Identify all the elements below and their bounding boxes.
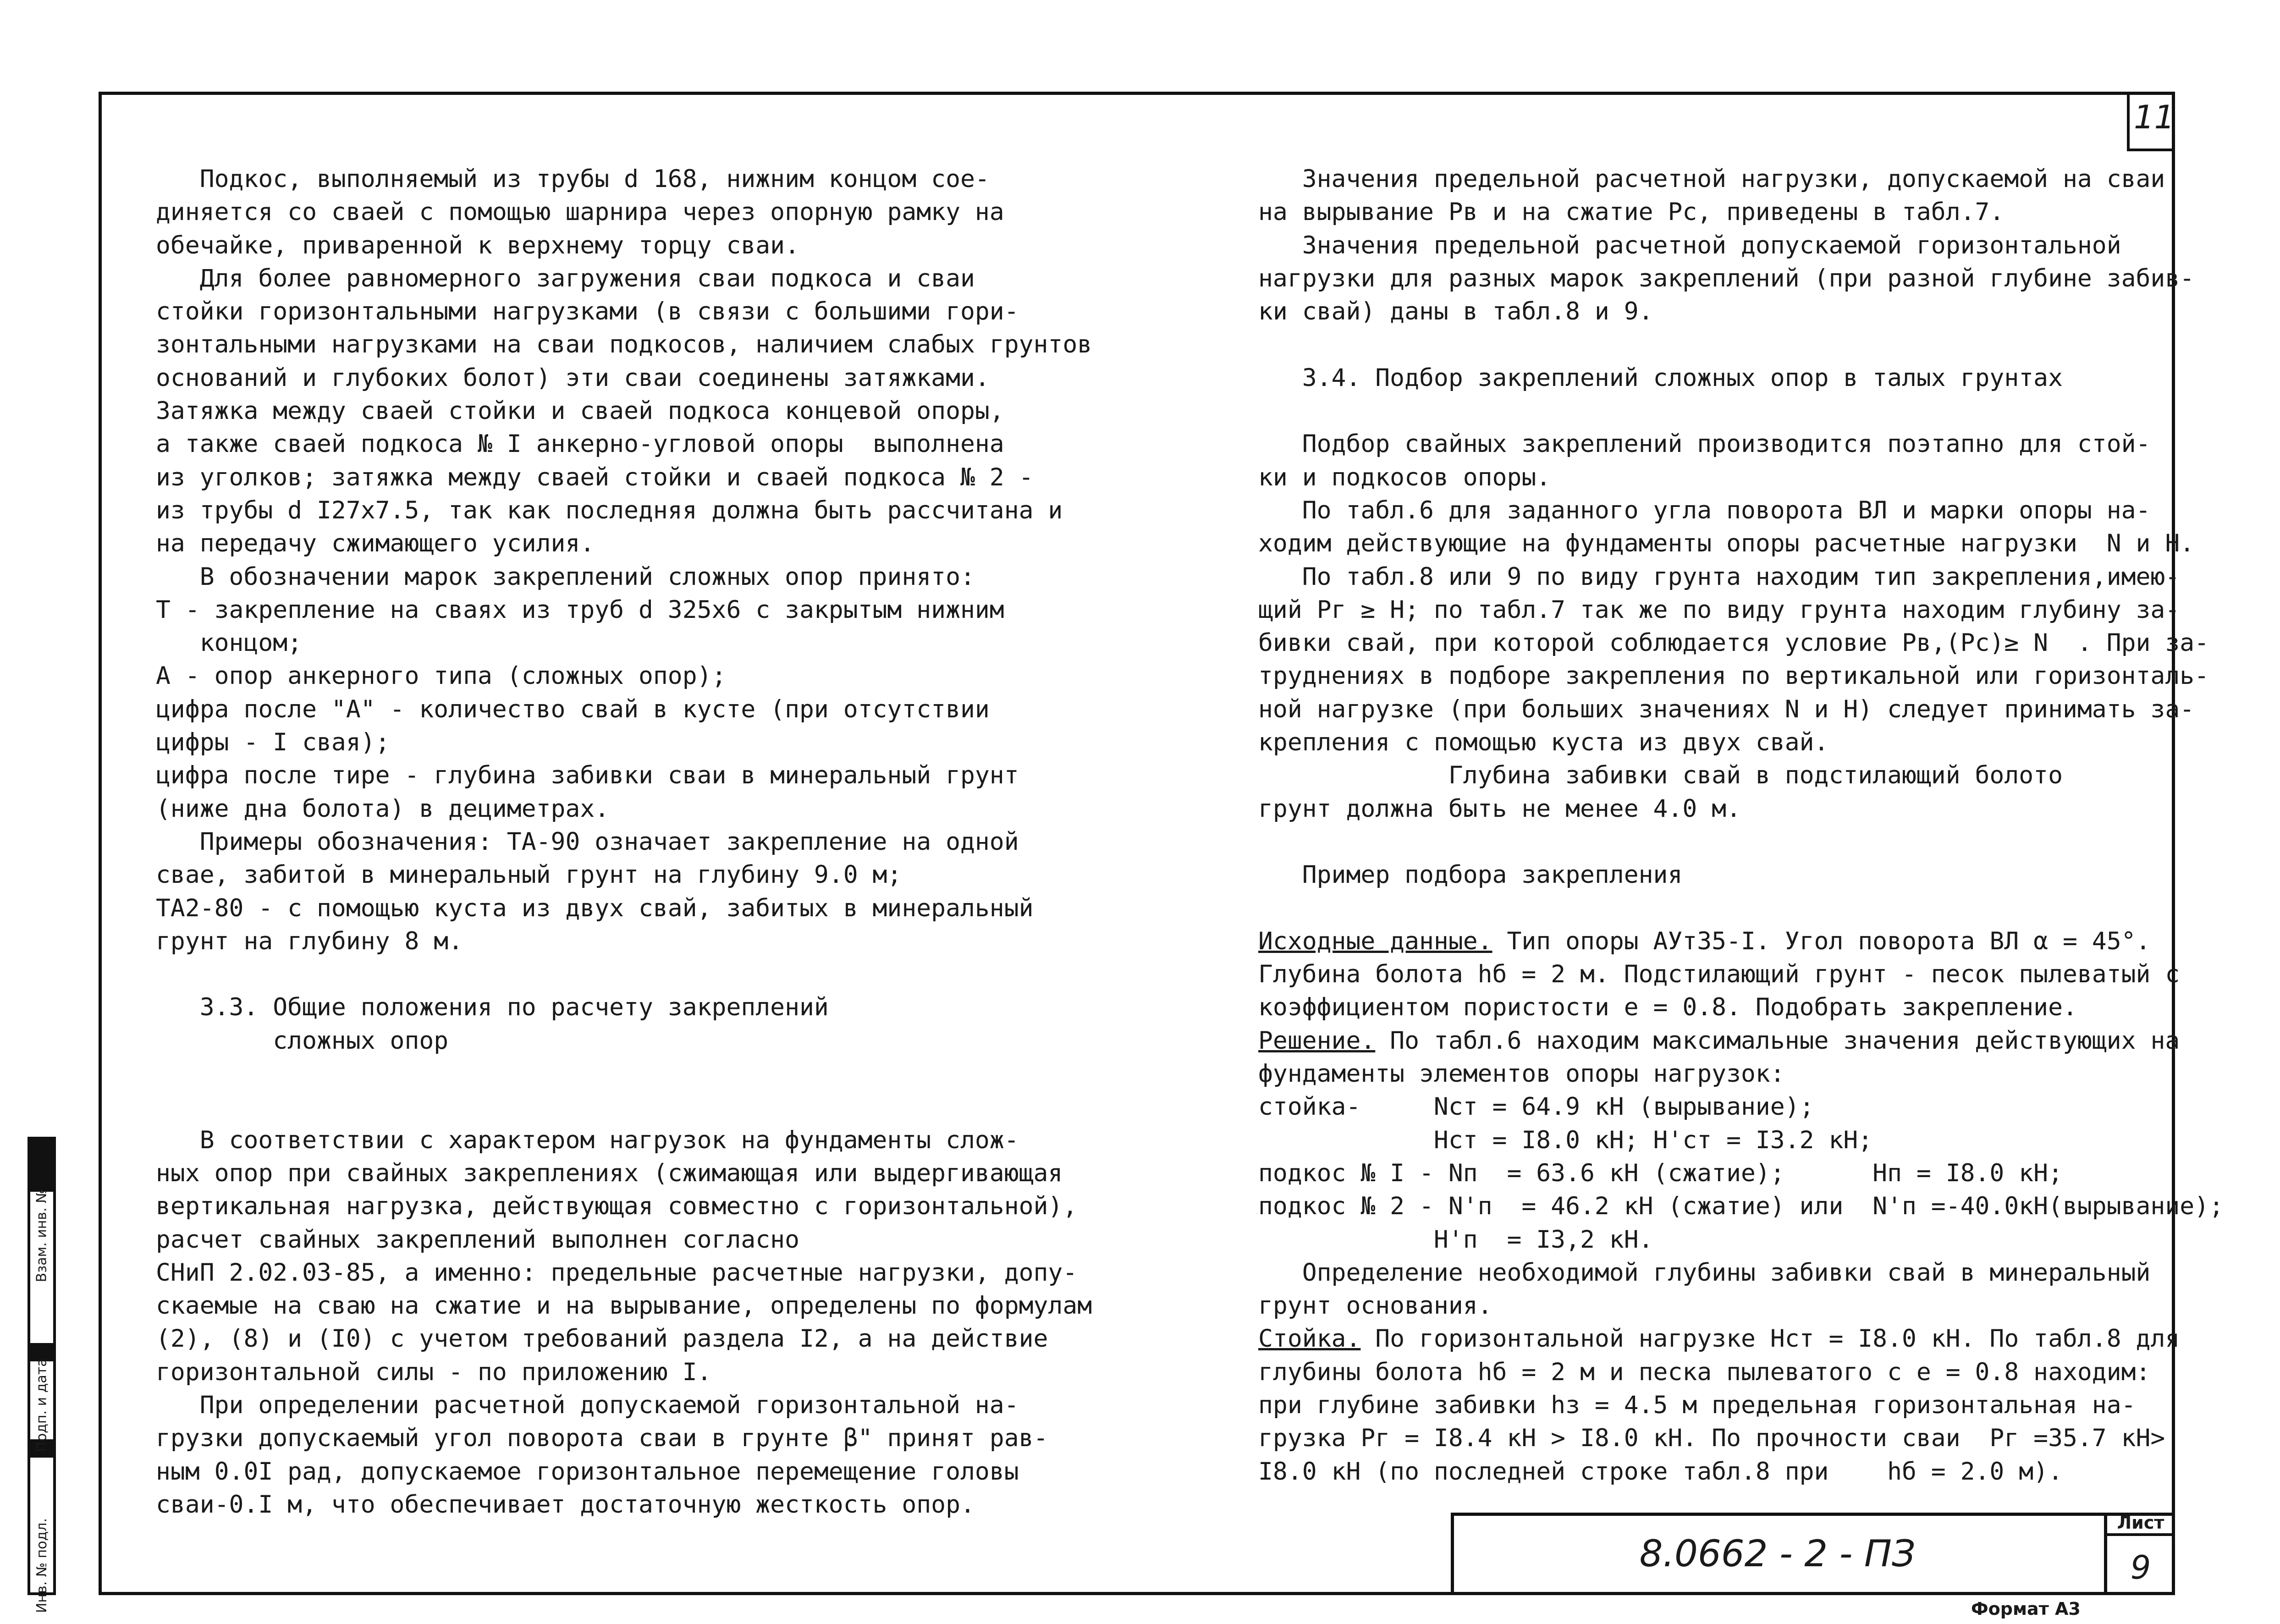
right-line [1258,328,2152,361]
left-line: СНиП 2.02.03-85, а именно: предельные расчетные нагрузки, допу- [156,1258,1078,1287]
right-line: Подбор свайных закреплений производится поэтапно для стой- [1258,430,2151,458]
right-line: грунт должна быть не менее 4.0 м. [1258,794,1741,823]
left-line: грузки допускаемый угол поворота сваи в грунте β" принят рав- [156,1424,1048,1453]
right-line: глубины болота hб = 2 м и песка пылеватого с е = 0.8 находим: [1258,1358,2151,1386]
left-line: Для более равномерного загружения сваи подкоса и сваи [156,264,975,292]
format-label: Формат А3 [1971,1599,2081,1619]
left-line: Примеры обозначения: ТА-90 означает закрепление на одной [156,827,1019,856]
left-line: цифра после тире - глубина забивки сваи в минеральный грунт [156,761,1019,790]
stamp-label-inv: Инв. № подл. [33,1518,50,1613]
left-line: (2), (8) и (I0) с учетом требований раздела I2, а на действие [156,1325,1048,1353]
left-line: концом; [156,629,303,657]
right-line: ходим действующие на фундаменты опоры расчетные нагрузки N и Н. [1258,529,2195,558]
left-line: скаемые на сваю на сжатие и на вырывание, определены по формулам [156,1292,1092,1320]
left-line: сваи-0.I м, что обеспечивает достаточную жесткость опор. [156,1490,975,1519]
left-line: обечайке, приваренной к верхнему торцу сваи. [156,231,799,259]
left-line: ным 0.0I рад, допускаемое горизонтальное перемещение головы [156,1457,1019,1486]
right-line: бивки свай, при которой соблюдается условие Рв,(Рс)≥ N . При за- [1258,629,2209,657]
title-block-sheet-divider [2104,1533,2175,1536]
stamp-label-replace: Взам. инв. № [33,1189,50,1282]
right-line: По табл.8 или 9 по виду грунта находим тип закрепления,имею- [1258,562,2180,591]
left-line: В соответствии с характером нагрузок на фундаменты слож- [156,1126,1019,1154]
left-line: 3.3. Общие положения по расчету закреплений [156,993,829,1022]
right-line: крепления с помощью куста из двух свай. [1258,728,1829,757]
left-line [156,1057,1050,1090]
right-line: Глубина забивки свай в подстилающий болото [1258,761,2063,790]
left-line: на передачу сжимающего усилия. [156,529,595,558]
left-line: свае, забитой в минеральный грунт на глубину 9.0 м; [156,861,902,889]
right-line [1258,892,2152,925]
right-line: Пример подбора закрепления [1258,861,1683,889]
left-line: диняется со сваей с помощью шарнира через опорную рамку на [156,198,1004,226]
right-column-text [1258,163,2224,1488]
right-line: фундаменты элементов опоры нагрузок: [1258,1060,1785,1088]
right-line: Глубина болота hб = 2 м. Подстилающий грунт - песок пылеватый с [1258,960,2180,989]
right-line: труднениях в подборе закрепления по вертикальной или горизонталь- [1258,662,2209,690]
right-line: Н'п = I3,2 кН. [1258,1225,1653,1254]
right-line: ки и подкосов опоры. [1258,463,1551,491]
left-line: грунт на глубину 8 м. [156,927,463,955]
right-line: при глубине забивки hз = 4.5 м предельная горизонтальная на- [1258,1391,2136,1419]
right-line: Исходные данные. Тип опоры АУт35-I. Угол поворота ВЛ α = 45°. [1258,927,2151,955]
title-block-separator [2104,1513,2107,1595]
right-line: щий Рг ≥ Н; по табл.7 так же по виду грунта находим глубину за- [1258,595,2180,624]
right-line: Решение. По табл.6 находим максимальные значения действующих на [1258,1026,2180,1055]
left-line: стойки горизонтальными нагрузками (в связи с большими гори- [156,297,1019,326]
right-line [1258,826,2152,859]
right-line: подкос № 2 - N'п = 46.2 кН (сжатие) или N'п =-40.0кН(вырывание); [1258,1192,2224,1221]
left-line: расчет свайных закреплений выполнен согласно [156,1225,799,1254]
left-column-text [156,163,1092,1521]
left-line: оснований и глубоких болот) эти сваи соединены затяжками. [156,363,990,392]
right-line [1258,395,2152,428]
right-line: Нст = I8.0 кН; Н'ст = I3.2 кН; [1258,1126,1873,1154]
document-code: 8.0662 - 2 - ПЗ [1639,1532,1916,1575]
sheet-corner-number: 11 [2134,99,2175,136]
left-line: цифры - I свая); [156,728,390,757]
right-line: подкос № I - Nп = 63.6 кН (сжатие); Нп = I8.0 кН; [1258,1159,2063,1187]
right-line: I8.0 кН (по последней строке табл.8 при hб = 2.0 м). [1258,1457,2063,1486]
right-line: коэффициентом пористости е = 0.8. Подобрать закрепление. [1258,993,2077,1022]
left-line [156,1090,1050,1123]
left-line: (ниже дна болота) в дециметрах. [156,794,610,823]
left-line: ных опор при свайных закреплениях (сжимающая или выдергивающая [156,1159,1063,1187]
right-line: 3.4. Подбор закреплений сложных опор в талых грунтах [1258,363,2063,392]
right-line: на вырывание Рв и на сжатие Рс, приведены в табл.7. [1258,198,2005,226]
sheet-number: 9 [2130,1549,2151,1586]
right-line: грунт основания. [1258,1292,1492,1320]
right-line: ной нагрузке (при больших значениях N и Н) следует принимать за- [1258,695,2195,723]
left-line: Подкос, выполняемый из трубы d 168, нижним концом сое- [156,165,990,193]
left-line: А - опор анкерного типа (сложных опор); [156,662,727,690]
sheet-label: Лист [2117,1513,2164,1533]
right-line: ки свай) даны в табл.8 и 9. [1258,297,1653,326]
left-line: цифра после "А" - количество свай в кусте (при отсутствии [156,695,990,723]
left-line: ТА2-80 - с помощью куста из двух свай, забитых в минеральный [156,894,1034,922]
right-line: Стойка. По горизонтальной нагрузке Нст = I8.0 кН. По табл.8 для [1258,1325,2180,1353]
left-line: В обозначении марок закреплений сложных опор принято: [156,562,975,591]
right-line: Определение необходимой глубины забивки свай в минеральный [1258,1258,2151,1287]
left-line: вертикальная нагрузка, действующая совместно с горизонтальной), [156,1192,1078,1221]
left-line: а также сваей подкоса № I анкерно-угловой опоры выполнена [156,430,1004,458]
right-line: стойка- Nст = 64.9 кН (вырывание); [1258,1093,1814,1121]
left-line: зонтальными нагрузками на сваи подкосов, наличием слабых грунтов [156,330,1092,359]
left-line: из уголков; затяжка между сваей стойки и сваей подкоса № 2 - [156,463,1034,491]
left-line [156,958,1050,991]
left-line: При определении расчетной допускаемой горизонтальной на- [156,1391,1019,1419]
left-line: горизонтальной силы - по приложению I. [156,1358,712,1386]
left-line: Затяжка между сваей стойки и сваей подкоса концевой опоры, [156,397,1004,425]
left-line: сложных опор [156,1026,449,1055]
right-line: грузка Рг = I8.4 кН > I8.0 кН. По прочности сваи Рг =35.7 кН> [1258,1424,2165,1453]
right-line: Значения предельной расчетной нагрузки, допускаемой на сваи [1258,165,2165,193]
left-line: из трубы d I27x7.5, так как последняя должна быть рассчитана и [156,496,1063,524]
stamp-bar-top [28,1137,56,1192]
right-line: нагрузки для разных марок закреплений (при разной глубине забив- [1258,264,2195,292]
stamp-label-sign: Подп. и дата [33,1358,50,1452]
right-line: Значения предельной расчетной допускаемой горизонтальной [1258,231,2121,259]
left-line: Т - закрепление на сваях из труб d 325x6 с закрытым нижним [156,595,1004,624]
right-line: По табл.6 для заданного угла поворота ВЛ и марки опоры на- [1258,496,2151,524]
